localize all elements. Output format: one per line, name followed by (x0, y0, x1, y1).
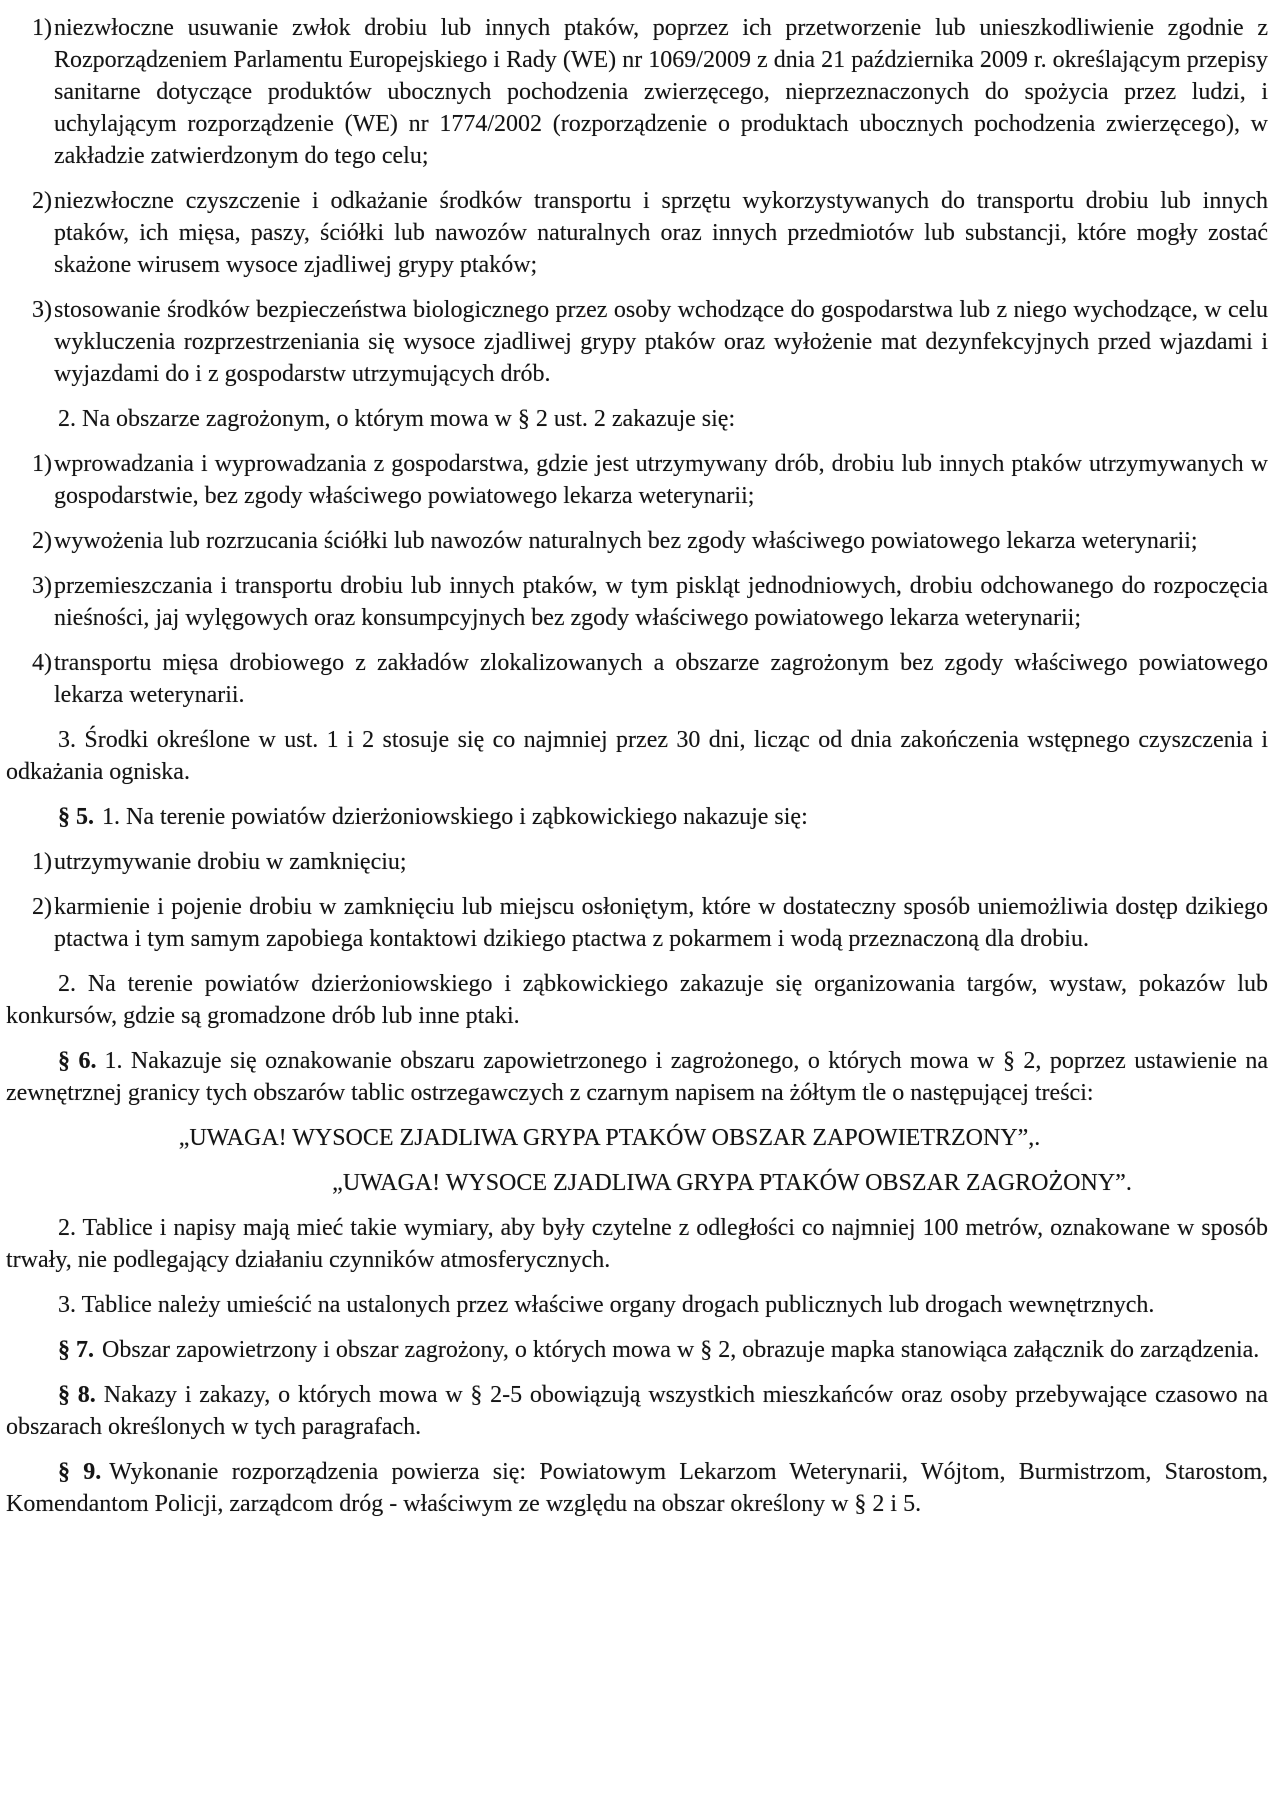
list-item-text: wywożenia lub rozrzucania ściółki lub nawozów naturalnych bez zgody właściwego powiatowego lekarza weterynarii; (54, 528, 1198, 554)
list-item-marker: 1) (32, 849, 52, 875)
list-item-marker: 1) (32, 15, 52, 41)
paragraph-text: Wykonanie rozporządzenia powierza się: Powiatowym Lekarzom Weterynarii, Wójtom, Burmistrzom, Starostom, Komendantom Policji, zarządcom dróg - właściwym ze względu na obszar określony w § 2 i 5. (6, 1459, 1269, 1517)
list-item (6, 846, 1268, 878)
paragraph-text: 2. Na terenie powiatów dzierżoniowskiego i ząbkowickiego zakazuje się organizowania targów, wystaw, pokazów lub konkursów, gdzie są gromadzone drób lub inne ptaki. (6, 971, 1268, 1029)
section-number: § 8. (58, 1382, 96, 1408)
list-item (6, 570, 1268, 634)
list-item (6, 647, 1268, 711)
warning-text-line: „UWAGA! WYSOCE ZJADLIWA GRYPA PTAKÓW OBSZAR ZAPOWIETRZONY”,. (178, 1125, 1041, 1151)
list-item-text: utrzymywanie drobiu w zamknięciu; (54, 849, 407, 875)
list-item-text: niezwłoczne czyszczenie i odkażanie środków transportu i sprzętu wykorzystywanych do transportu drobiu lub innych ptaków, ich mięsa, paszy, ściółki lub nawozów naturalnych oraz innych przedmiotów lub substancji, które mogły zostać skażone wirusem wysoce zjadliwej grypy ptaków; (54, 188, 1268, 278)
list-item-marker: 3) (32, 297, 52, 323)
paragraph-text: 3. Tablice należy umieścić na ustalonych przez właściwe organy drogach publicznych lub drogach wewnętrznych. (58, 1292, 1155, 1318)
list-item-text: transportu mięsa drobiowego z zakładów zlokalizowanych a obszarze zagrożonym bez zgody właściwego powiatowego lekarza weterynarii. (54, 650, 1268, 708)
paragraph-text: 1. Na terenie powiatów dzierżoniowskiego i ząbkowickiego nakazuje się: (102, 804, 808, 830)
paragraph-text: 2. Na obszarze zagrożonym, o którym mowa w § 2 ust. 2 zakazuje się: (58, 406, 736, 432)
section-paragraph (6, 1334, 1268, 1366)
paragraph-text: 2. Tablice i napisy mają mieć takie wymiary, aby były czytelne z odległości co najmniej 100 metrów, oznakowane w sposób trwały, nie podlegający działaniu czynników atmosferycznych. (6, 1215, 1268, 1273)
list-item-text: stosowanie środków bezpieczeństwa biologicznego przez osoby wchodzące do gospodarstwa lub z niego wychodzące, w celu wykluczenia rozprzestrzeniania się wysoce zjadliwej grypy ptaków oraz wyłożenie mat dezynfekcyjnych przed wjazdami i wyjazdami do i z gospodarstw utrzymujących drób. (54, 297, 1268, 387)
list-item (6, 294, 1268, 390)
list-item-text: karmienie i pojenie drobiu w zamknięciu lub miejscu osłoniętym, które w dostateczny sposób uniemożliwia dostęp dzikiego ptactwa i tym samym zapobiega kontaktowi dzikiego ptactwa z pokarmem i wodą przeznaczoną dla drobiu. (54, 894, 1268, 952)
list-item (6, 12, 1268, 172)
list-item-marker: 2) (32, 188, 52, 214)
list-item-marker: 2) (32, 894, 52, 920)
list-item (6, 891, 1268, 955)
section-number: § 7. (58, 1337, 94, 1363)
list-item-marker: 4) (32, 650, 52, 676)
paragraph-text: Obszar zapowietrzony i obszar zagrożony, o których mowa w § 2, obrazuje mapka stanowiąca załącznik do zarządzenia. (102, 1337, 1260, 1363)
paragraph (6, 724, 1268, 788)
list-item-text: niezwłoczne usuwanie zwłok drobiu lub innych ptaków, poprzez ich przetworzenie lub unieszkodliwienie zgodnie z Rozporządzeniem Parlamentu Europejskiego i Rady (WE) nr 1069/2009 z dnia 21 października 2009 r. określającym przepisy sanitarne dotyczące produktów ubocznych pochodzenia zwierzęcego, nieprzeznaczonych do spożycia przez ludzi, i uchylającym rozporządzenie (WE) nr 1774/2002 (rozporządzenie o produktach ubocznych pochodzenia zwierzęcego), w zakładzie zatwierdzonym do tego celu; (54, 15, 1268, 169)
paragraph-text: Nakazy i zakazy, o których mowa w § 2-5 obowiązują wszystkich mieszkańców oraz osoby przebywające czasowo na obszarach określonych w tych paragrafach. (6, 1382, 1269, 1440)
paragraph (6, 1289, 1268, 1321)
section-paragraph (6, 1379, 1268, 1443)
paragraph (6, 1212, 1268, 1276)
paragraph-text: 1. Nakazuje się oznakowanie obszaru zapowietrzonego i zagrożonego, o których mowa w § 2, poprzez ustawienie na zewnętrznej granicy tych obszarów tablic ostrzegawczych z czarnym napisem na żółtym tle o następującej treści: (6, 1048, 1269, 1106)
warning-sign-text (6, 1167, 1268, 1199)
list-item-marker: 3) (32, 573, 52, 599)
section-number: § 9. (58, 1459, 102, 1485)
list-item (6, 448, 1268, 512)
section-paragraph (6, 1456, 1268, 1520)
paragraph (6, 403, 1268, 435)
list-item-marker: 1) (32, 451, 52, 477)
list-item-marker: 2) (32, 528, 52, 554)
section-number: § 6. (58, 1048, 97, 1074)
section-number: § 5. (58, 804, 94, 830)
list-item (6, 525, 1268, 557)
section-paragraph (6, 801, 1268, 833)
list-item (6, 185, 1268, 281)
list-item-text: przemieszczania i transportu drobiu lub innych ptaków, w tym piskląt jednodniowych, drobiu odchowanego do rozpoczęcia nieśności, jaj wylęgowych oraz konsumpcyjnych bez zgody właściwego powiatowego lekarza weterynarii; (54, 573, 1268, 631)
paragraph (6, 968, 1268, 1032)
paragraph-text: 3. Środki określone w ust. 1 i 2 stosuje się co najmniej przez 30 dni, licząc od dnia zakończenia wstępnego czyszczenia i odkażania ogniska. (6, 727, 1268, 785)
warning-sign-text (6, 1122, 1268, 1154)
section-paragraph (6, 1045, 1268, 1109)
list-item-text: wprowadzania i wyprowadzania z gospodarstwa, gdzie jest utrzymywany drób, drobiu lub innych ptaków utrzymywanych w gospodarstwie, bez zgody właściwego powiatowego lekarza weterynarii; (54, 451, 1268, 509)
warning-text-line: „UWAGA! WYSOCE ZJADLIWA GRYPA PTAKÓW OBSZAR ZAGROŻONY”. (332, 1170, 1132, 1196)
